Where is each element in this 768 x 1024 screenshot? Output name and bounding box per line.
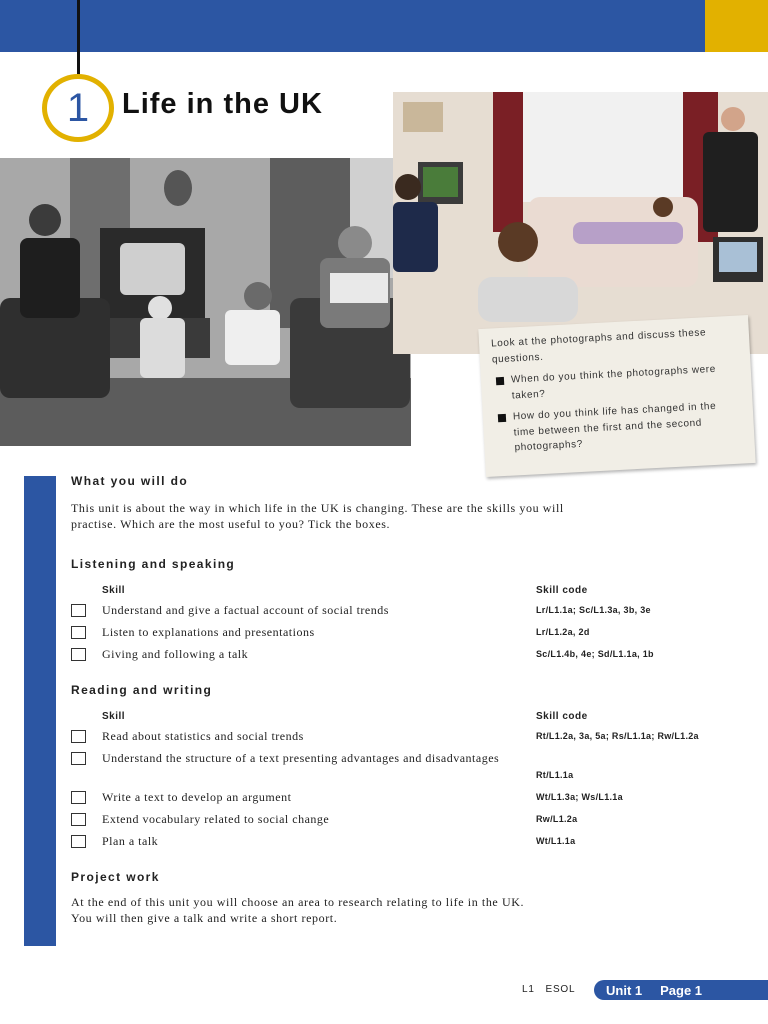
footer-unit: Unit 1 [606,982,643,998]
footer-level: L1 [522,984,535,995]
what-you-will-do-heading: What you will do [71,474,189,488]
tick-checkbox[interactable] [71,752,86,765]
skill-code: Rt/L1.1a [536,770,574,780]
question-text: When do you think the photographs were taken? [510,363,717,401]
skill-name: Understand and give a factual account of social trends [102,603,389,617]
discussion-question [493,361,740,405]
photo-modern-family [393,92,768,354]
skill-name: Understand the structure of a text presenting advantages and disadvantages [102,751,500,765]
discussion-card [478,315,755,477]
reading-column-headers [71,707,751,727]
tick-checkbox[interactable] [71,835,86,848]
code-column-header: Skill code [536,585,588,596]
header-band [0,0,705,52]
project-heading: Project work [71,870,160,884]
footer-subject: ESOL [545,984,576,995]
footer-course [522,984,575,995]
skill-code: Lr/L1.1a; Sc/L1.3a, 3b, 3e [536,605,651,615]
unit-number: 1 [66,86,90,130]
skill-code: Sc/L1.4b, 4e; Sd/L1.1a, 1b [536,649,654,659]
listening-heading: Listening and speaking [71,557,236,571]
photo-1950s-family [0,158,411,446]
code-column-header: Skill code [536,711,588,722]
tick-checkbox[interactable] [71,730,86,743]
tick-checkbox[interactable] [71,626,86,639]
square-bullet-icon [498,414,506,422]
skill-code: Lr/L1.2a, 2d [536,627,590,637]
section-side-bar [24,476,56,946]
skill-name: Extend vocabulary related to social change [102,812,330,826]
discussion-intro: Look at the photographs and discuss these questions. [490,327,707,365]
skill-column-header: Skill [102,711,126,722]
skill-name: Write a text to develop an argument [102,790,292,804]
listening-column-headers [71,581,751,601]
tick-checkbox[interactable] [71,813,86,826]
skill-code: Wt/L1.1a [536,836,576,846]
tick-checkbox[interactable] [71,648,86,661]
skill-row [71,601,751,623]
page-title: Life in the UK [122,88,323,120]
footer-page-tab [594,980,768,1000]
skill-code: Rt/L1.2a, 3a, 5a; Rs/L1.1a; Rw/L1.2a [536,731,699,741]
skill-name: Read about statistics and social trends [102,729,304,743]
unit-content [71,474,751,926]
question-text: How do you think life has changed in the time between the first and the second photographs? [512,400,717,454]
skill-name: Giving and following a talk [102,647,249,661]
header-gold-block [705,0,768,52]
skill-name: Listen to explanations and presentations [102,625,315,639]
intro-paragraph: This unit is about the way in which life in the UK is changing. These are the skills you will practise. Which are the most useful to you? Tick the boxes. [71,501,564,531]
square-bullet-icon [496,377,504,385]
project-line: You will then give a talk and write a short report. [71,911,338,925]
skill-row [71,749,751,788]
skill-row [71,810,751,832]
skill-name: Plan a talk [102,834,159,848]
project-line: At the end of this unit you will choose an area to research relating to life in the UK. [71,895,525,909]
reading-heading: Reading and writing [71,683,213,697]
skill-code: Rw/L1.2a [536,814,578,824]
skill-row [71,832,751,854]
skill-row [71,623,751,645]
tick-checkbox[interactable] [71,791,86,804]
skill-row [71,727,751,749]
skill-row [71,788,751,810]
unit-number-badge [42,74,114,142]
skill-code: Wt/L1.3a; Ws/L1.1a [536,792,623,802]
skill-row [71,645,751,667]
skill-column-header: Skill [102,585,126,596]
header-rule [77,0,80,76]
discussion-question [495,398,743,457]
tick-checkbox[interactable] [71,604,86,617]
footer-page: Page 1 [660,982,703,998]
